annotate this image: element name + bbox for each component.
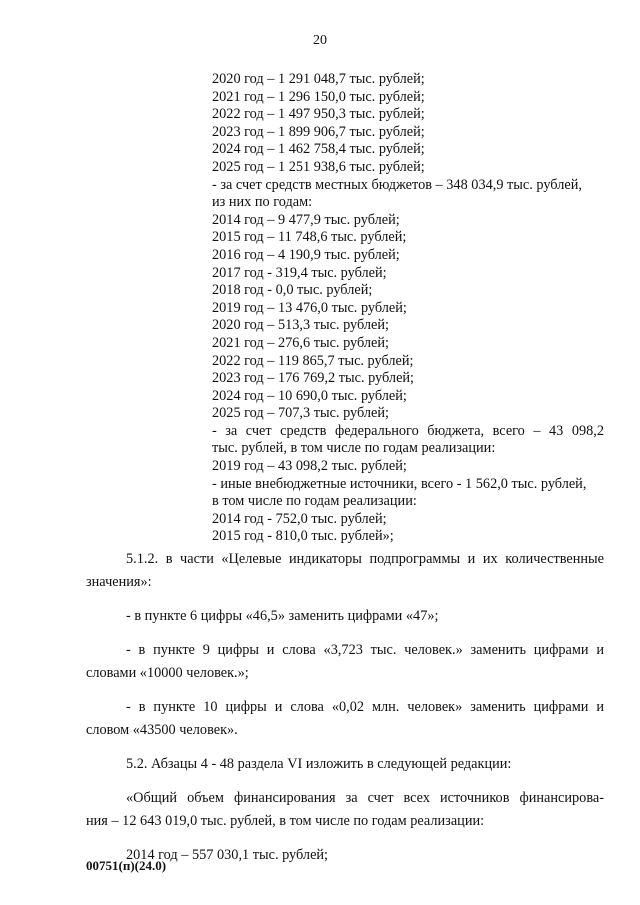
paragraph-item-9 <box>86 639 604 685</box>
list-line: в том числе по годам реализации: <box>212 493 417 510</box>
list-line: 2016 год – 4 190,9 тыс. рублей; <box>212 246 400 263</box>
list-line: тыс. рублей, в том числе по годам реализации: <box>212 440 496 457</box>
list-line: 2019 год – 43 098,2 тыс. рублей; <box>212 458 407 475</box>
paragraph-5-2 <box>86 753 604 776</box>
funding-list <box>212 71 604 546</box>
paragraph-item-10 <box>86 696 604 742</box>
paragraph-line: значения»: <box>86 574 152 590</box>
list-line: 2014 год – 9 477,9 тыс. рублей; <box>212 211 400 228</box>
paragraph-line: 5.1.2. в части «Целевые индикаторы подпрограммы и их количественные <box>126 551 604 567</box>
paragraph-line: 2014 год – 557 030,1 тыс. рублей; <box>126 847 329 863</box>
paragraph-5-1-2 <box>86 548 604 594</box>
paragraph-line: - в пункте 9 цифры и слова «3,723 тыс. человек.» заменить цифрами и <box>126 642 604 658</box>
list-line: 2025 год – 707,3 тыс. рублей; <box>212 405 390 422</box>
paragraph-line: ния – 12 643 019,0 тыс. рублей, в том числе по годам реализации: <box>86 813 485 829</box>
list-line: из них по годам: <box>212 194 313 211</box>
paragraph-total-funding <box>86 787 604 833</box>
list-line: 2018 год - 0,0 тыс. рублей; <box>212 282 373 299</box>
list-line: 2024 год – 10 690,0 тыс. рублей; <box>212 387 407 404</box>
list-line: 2014 год - 752,0 тыс. рублей; <box>212 510 387 527</box>
list-line: 2023 год – 1 899 906,7 тыс. рублей; <box>212 123 425 140</box>
paragraph-line: - в пункте 6 цифры «46,5» заменить цифрами «47»; <box>126 608 439 624</box>
paragraph-line: - в пункте 10 цифры и слова «0,02 млн. человек» заменить цифрами и <box>126 699 604 715</box>
list-line: 2022 год – 1 497 950,3 тыс. рублей; <box>212 106 425 123</box>
list-line: 2017 год - 319,4 тыс. рублей; <box>212 264 387 281</box>
list-line: 2023 год – 176 769,2 тыс. рублей; <box>212 370 415 387</box>
document-code: 00751(п)(24.0) <box>86 858 167 873</box>
page-number: 20 <box>313 33 327 48</box>
paragraph-line: словом «43500 человек». <box>86 722 238 738</box>
list-line: 2021 год – 276,6 тыс. рублей; <box>212 334 390 351</box>
list-line: 2015 год – 11 748,6 тыс. рублей; <box>212 229 407 246</box>
list-line: 2020 год – 513,3 тыс. рублей; <box>212 317 390 334</box>
list-line: 2015 год - 810,0 тыс. рублей»; <box>212 528 394 545</box>
paragraph-line: 5.2. Абзацы 4 - 48 раздела VI изложить в следующей редакции: <box>126 756 512 772</box>
list-line: - за счет средств федерального бюджета, всего – 43 098,2 <box>212 422 604 439</box>
list-line: 2019 год – 13 476,0 тыс. рублей; <box>212 299 407 316</box>
list-line: 2020 год – 1 291 048,7 тыс. рублей; <box>212 71 425 87</box>
main-text <box>86 548 604 867</box>
list-line: 2021 год – 1 296 150,0 тыс. рублей; <box>212 88 425 105</box>
list-line: 2025 год – 1 251 938,6 тыс. рублей; <box>212 158 425 175</box>
paragraph-line: «Общий объем финансирования за счет всех источников финансирова- <box>126 790 604 806</box>
paragraph-item-6 <box>86 605 604 628</box>
list-line: 2022 год – 119 865,7 тыс. рублей; <box>212 352 414 369</box>
list-line: - иные внебюджетные источники, всего - 1 562,0 тыс. рублей, <box>212 475 587 492</box>
list-line: - за счет средств местных бюджетов – 348 034,9 тыс. рублей, <box>212 176 582 193</box>
list-line: 2024 год – 1 462 758,4 тыс. рублей; <box>212 141 425 158</box>
paragraph-line: словами «10000 человек.»; <box>86 665 249 681</box>
